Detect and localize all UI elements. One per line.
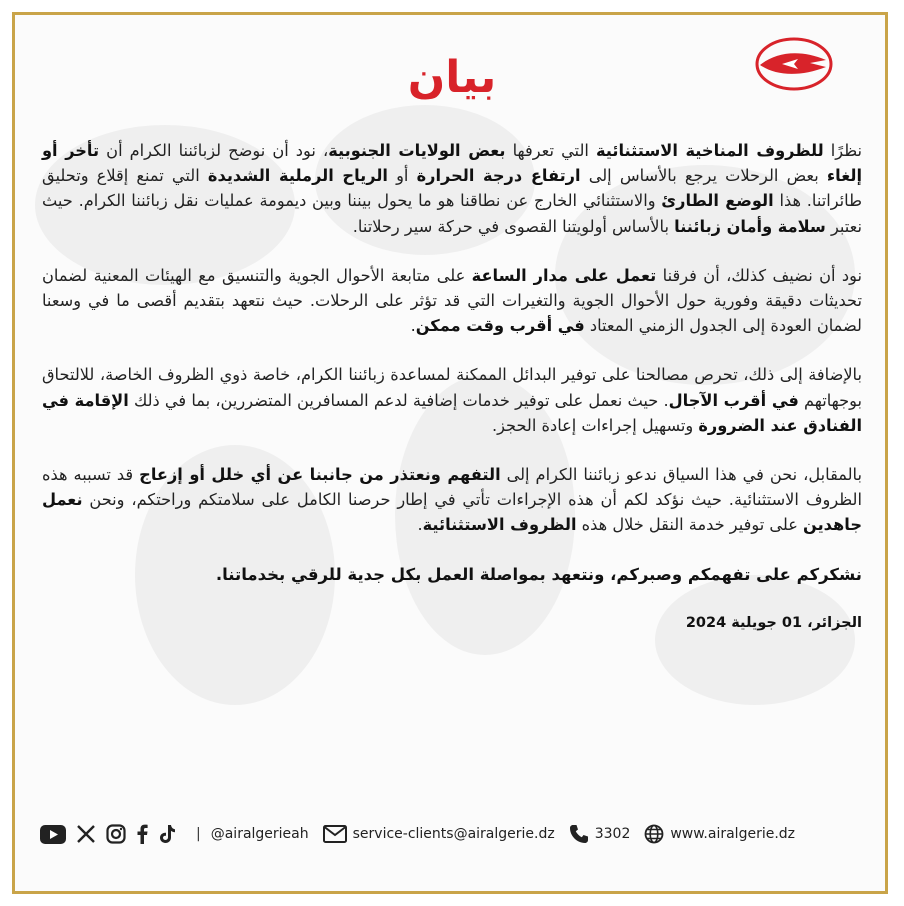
instagram-icon[interactable] — [106, 824, 126, 844]
text-run: بالأساس أولويتنا القصوى في حركة سير رحلاتنا. — [352, 216, 675, 236]
bold-phrase: الرياح الرملية الشديدة — [207, 166, 388, 186]
bold-phrase: الإقامة في الفنادق عند الضرورة — [42, 390, 862, 435]
bold-phrase: بعض الولايات الجنوبية — [328, 141, 506, 160]
bold-phrase: التفهم ونعتذر من جانبنا عن أي خلل أو إزعاج — [139, 465, 501, 485]
website-link[interactable]: www.airalgerie.dz — [670, 826, 796, 842]
text-run: والاستثنائي الخارج عن نطاقنا هو ما يحول بيننا وبين ديمومة عمليات نقل زبائننا الكرام. حيث نعتبر — [42, 191, 862, 236]
bold-phrase: تأخر أو إلغاء — [42, 141, 863, 186]
bold-phrase: الوضع الطارئ — [661, 191, 774, 211]
text-run: . — [410, 316, 416, 336]
footer-separator: | — [196, 826, 201, 842]
bold-phrase: نعمل جاهدين — [42, 490, 862, 535]
bold-phrase: في أقرب وقت ممكن — [415, 316, 585, 336]
text-run: بالإضافة إلى ذلك، تحرص مصالحنا على توفير البدائل الممكنة لمساعدة زبائننا الكرام، خاصة ذوي الظروف الخاصة، للالتحاق بوجهاتهم — [42, 365, 863, 410]
text-run: قد تسببه هذه الظروف الاستثنائية. حيث نؤكد لكم أن هذه الإجراءات تأتي في إطار حرصنا الكامل على سلامتكم وراحتكم، ونحن — [42, 465, 862, 510]
text-run: التي تعرفها — [505, 141, 596, 160]
bold-phrase: ارتفاع درجة الحرارة — [416, 166, 581, 186]
text-run: بالمقابل، نحن في هذا السياق ندعو زبائننا الكرام إلى — [500, 465, 862, 485]
social-handle[interactable]: @airalgerieah — [210, 826, 309, 842]
text-run: أو — [387, 166, 417, 186]
youtube-icon[interactable] — [40, 825, 66, 844]
x-icon[interactable] — [76, 824, 96, 844]
paragraph — [42, 462, 862, 538]
text-run: على توفير خدمة النقل خلال هذه — [576, 515, 804, 535]
text-run: على متابعة الأحوال الجوية والتنسيق مع الهيئات المعنية لضمان تحديثات دقيقة وفورية حول الأحوال الجوية والتغيرات التي قد تؤثر على الرحلات. حيث نتعهد بتقديم أقصى ما في وسعنا لضمان العودة إلى الجدول الزمني المعتاد — [42, 265, 862, 336]
bold-phrase: تعمل على مدار الساعة — [471, 265, 657, 285]
email-link[interactable]: service-clients@airalgerie.dz — [352, 826, 555, 842]
phone-icon — [569, 824, 589, 844]
phone-number[interactable]: 3302 — [594, 826, 631, 842]
tiktok-icon[interactable] — [158, 824, 176, 844]
globe-icon — [644, 824, 664, 844]
text-run: نظرًا — [823, 141, 863, 160]
page-title: بيان — [407, 52, 497, 103]
text-run: التي تمنع إقلاع وتحليق طائراتنا. هذا — [42, 166, 862, 211]
text-run: ، نود أن نوضح لزبائننا الكرام أن — [99, 141, 329, 160]
statement-body — [42, 138, 862, 636]
text-run: . حيث نعمل على توفير خدمات إضافية لدعم المسافرين المتضررين، بما في ذلك — [128, 390, 669, 410]
bold-phrase: للظروف المناخية الاستثنائية — [595, 141, 824, 160]
text-run: وتسهيل إجراءات إعادة الحجز. — [491, 415, 699, 435]
facebook-icon[interactable] — [136, 824, 148, 844]
footer-contact-bar — [40, 820, 864, 848]
paragraph — [42, 362, 862, 438]
paragraph — [42, 138, 862, 239]
paragraph — [42, 263, 862, 339]
date-line: الجزائر، 01 جويلية 2024 — [685, 614, 862, 631]
closing-line: نشكركم على تفهمكم وصبركم، ونتعهد بمواصلة العمل بكل جدية للرقي بخدماتنا. — [215, 564, 862, 584]
bold-phrase: سلامة وأمان زبائننا — [674, 216, 826, 236]
text-run: نود أن نضيف كذلك، أن فرقنا — [656, 265, 862, 285]
bold-phrase: الظروف الاستثنائية — [422, 515, 577, 535]
bold-phrase: في أقرب الآجال — [668, 390, 799, 410]
email-icon — [323, 825, 347, 843]
text-run: . — [417, 515, 423, 535]
text-run: بعض الرحلات يرجع بالأساس إلى — [580, 166, 827, 186]
